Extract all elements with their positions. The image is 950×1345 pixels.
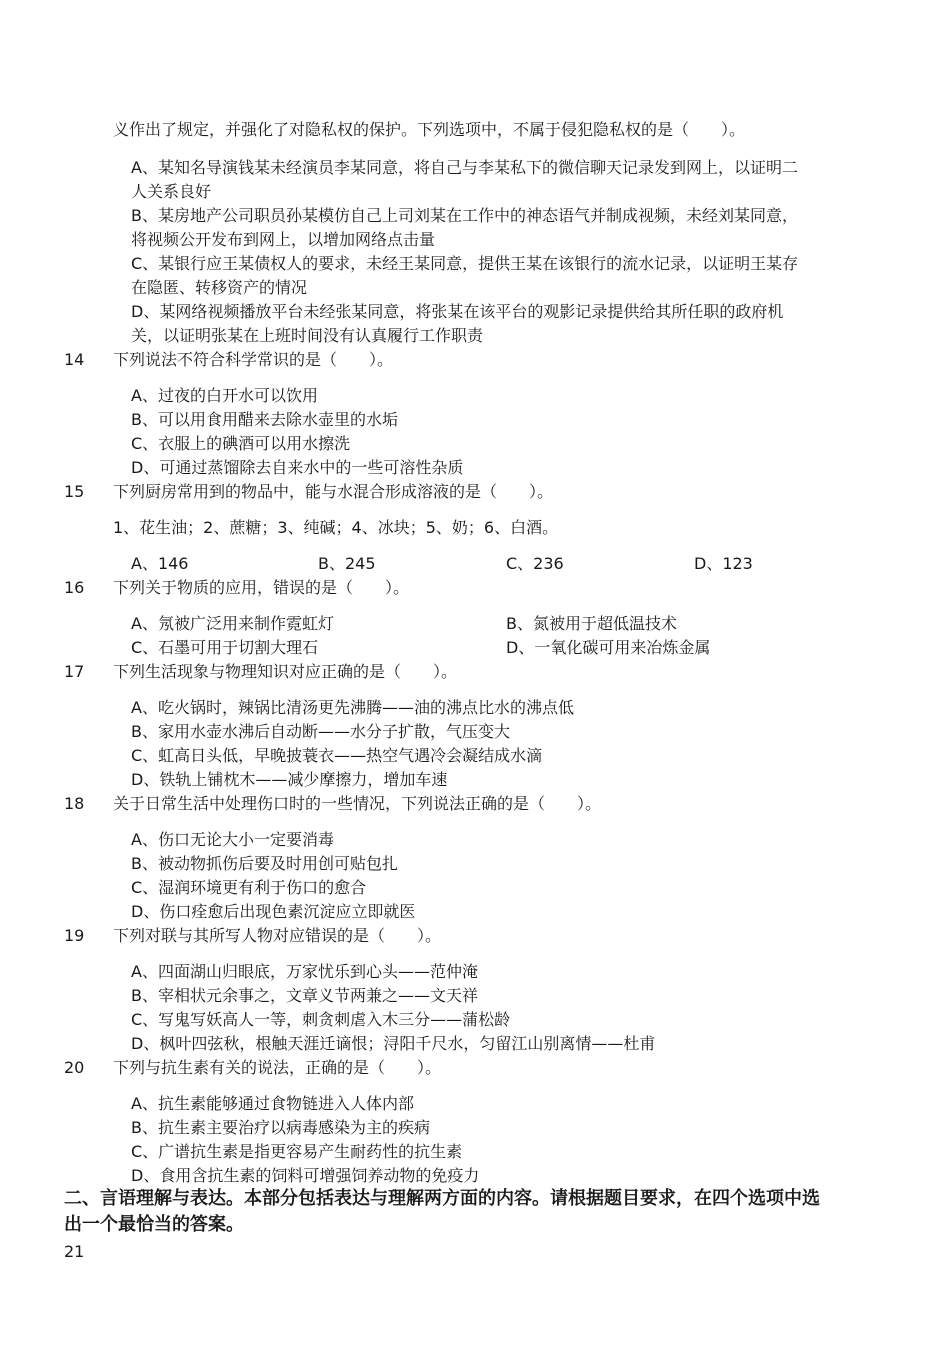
q20-option-d: D、食用含抗生素的饲料可增强饲养动物的免疫力 xyxy=(131,1166,480,1185)
q17-option-d: D、铁轨上铺枕木——减少摩擦力，增加车速 xyxy=(131,770,448,789)
q20-option-b: B、抗生素主要治疗以病毒感染为主的疾病 xyxy=(131,1118,430,1137)
q19-option-a: A、四面湖山归眼底，万家忧乐到心头——范仲淹 xyxy=(131,962,478,981)
q14-number: 14 xyxy=(64,350,85,369)
q15-option-c: C、236 xyxy=(506,554,564,573)
q17-option-b: B、家用水壶水沸后自动断——水分子扩散，气压变大 xyxy=(131,722,510,741)
q13-option-c: C、某银行应王某债权人的要求，未经王某同意，提供王某在该银行的流水记录，以证明王某存 xyxy=(131,254,799,273)
q19-option-d: D、枫叶四弦秋，根触天涯迁谪恨；浔阳千尺水，匀留江山别离情——杜甫 xyxy=(131,1034,656,1053)
q16-option-d: D、一氧化碳可用来冶炼金属 xyxy=(506,638,711,657)
q20-stem: 下列与抗生素有关的说法，正确的是（ ）。 xyxy=(113,1058,442,1077)
q13-option-c-cont: 在隐匿、转移资产的情况 xyxy=(131,278,308,297)
section-heading: 二、言语理解与表达。本部分包括表达与理解两方面的内容。请根据题目要求，在四个选项中选 xyxy=(64,1188,820,1209)
q15-stem: 下列厨房常用到的物品中，能与水混合形成溶液的是（ ）。 xyxy=(113,482,554,501)
q14-stem: 下列说法不符合科学常识的是（ ）。 xyxy=(113,350,394,369)
q16-option-c: C、石墨可用于切割大理石 xyxy=(131,638,319,657)
q16-stem: 下列关于物质的应用，错误的是（ ）。 xyxy=(113,578,410,597)
q15-number: 15 xyxy=(64,482,85,501)
q13-stem: 义作出了规定，并强化了对隐私权的保护。下列选项中，不属于侵犯隐私权的是（ ）。 xyxy=(113,120,746,139)
q15-option-a: A、146 xyxy=(131,554,189,573)
q13-option-a: A、某知名导演钱某未经演员李某同意，将自己与李某私下的微信聊天记录发到网上，以证明二 xyxy=(131,158,798,177)
q19-option-b: B、宰相状元余事之，文章义节两兼之——文天祥 xyxy=(131,986,478,1005)
q19-number: 19 xyxy=(64,926,85,945)
q19-option-c: C、写鬼写妖高人一等，刺贪刺虐入木三分——蒲松龄 xyxy=(131,1010,511,1029)
q17-stem: 下列生活现象与物理知识对应正确的是（ ）。 xyxy=(113,662,458,681)
q17-option-c: C、虹高日头低，早晚披蓑衣——热空气遇冷会凝结成水滴 xyxy=(131,746,543,765)
q18-stem: 关于日常生活中处理伤口时的一些情况，下列说法正确的是（ ）。 xyxy=(113,794,602,813)
q13-option-d: D、某网络视频播放平台未经张某同意，将张某在该平台的观影记录提供给其所任职的政府机 xyxy=(131,302,784,321)
q21-number: 21 xyxy=(64,1242,85,1261)
q18-option-c: C、湿润环境更有利于伤口的愈合 xyxy=(131,878,367,897)
q14-option-c: C、衣服上的碘酒可以用水擦洗 xyxy=(131,434,351,453)
q15-option-d: D、123 xyxy=(694,554,753,573)
q16-number: 16 xyxy=(64,578,85,597)
q14-option-d: D、可通过蒸馏除去自来水中的一些可溶性杂质 xyxy=(131,458,464,477)
q17-option-a: A、吃火锅时，辣锅比清汤更先沸腾——油的沸点比水的沸点低 xyxy=(131,698,574,717)
q18-option-d: D、伤口痊愈后出现色素沉淀应立即就医 xyxy=(131,902,416,921)
q13-option-d-cont: 关，以证明张某在上班时间没有认真履行工作职责 xyxy=(131,326,484,345)
q13-option-a-cont: 人关系良好 xyxy=(131,182,212,201)
q20-option-c: C、广谱抗生素是指更容易产生耐药性的抗生素 xyxy=(131,1142,463,1161)
q13-option-b: B、某房地产公司职员孙某模仿自己上司刘某在工作中的神态语气并制成视频，未经刘某同意， xyxy=(131,206,798,225)
section-heading-cont: 出一个最恰当的答案。 xyxy=(64,1214,244,1235)
q20-number: 20 xyxy=(64,1058,85,1077)
q15-items: 1、花生油；2、蔗糖；3、纯碱；4、冰块；5、奶；6、白酒。 xyxy=(113,518,559,537)
q15-option-b: B、245 xyxy=(318,554,376,573)
q19-stem: 下列对联与其所写人物对应错误的是（ ）。 xyxy=(113,926,442,945)
q18-number: 18 xyxy=(64,794,85,813)
q20-option-a: A、抗生素能够通过食物链进入人体内部 xyxy=(131,1094,414,1113)
q18-option-a: A、伤口无论大小一定要消毒 xyxy=(131,830,334,849)
q18-option-b: B、被动物抓伤后要及时用创可贴包扎 xyxy=(131,854,398,873)
q14-option-b: B、可以用食用醋来去除水壶里的水垢 xyxy=(131,410,398,429)
q13-option-b-cont: 将视频公开发布到网上，以增加网络点击量 xyxy=(131,230,436,249)
q16-option-b: B、氮被用于超低温技术 xyxy=(506,614,677,633)
q14-option-a: A、过夜的白开水可以饮用 xyxy=(131,386,318,405)
q16-option-a: A、氖被广泛用来制作霓虹灯 xyxy=(131,614,334,633)
q17-number: 17 xyxy=(64,662,85,681)
